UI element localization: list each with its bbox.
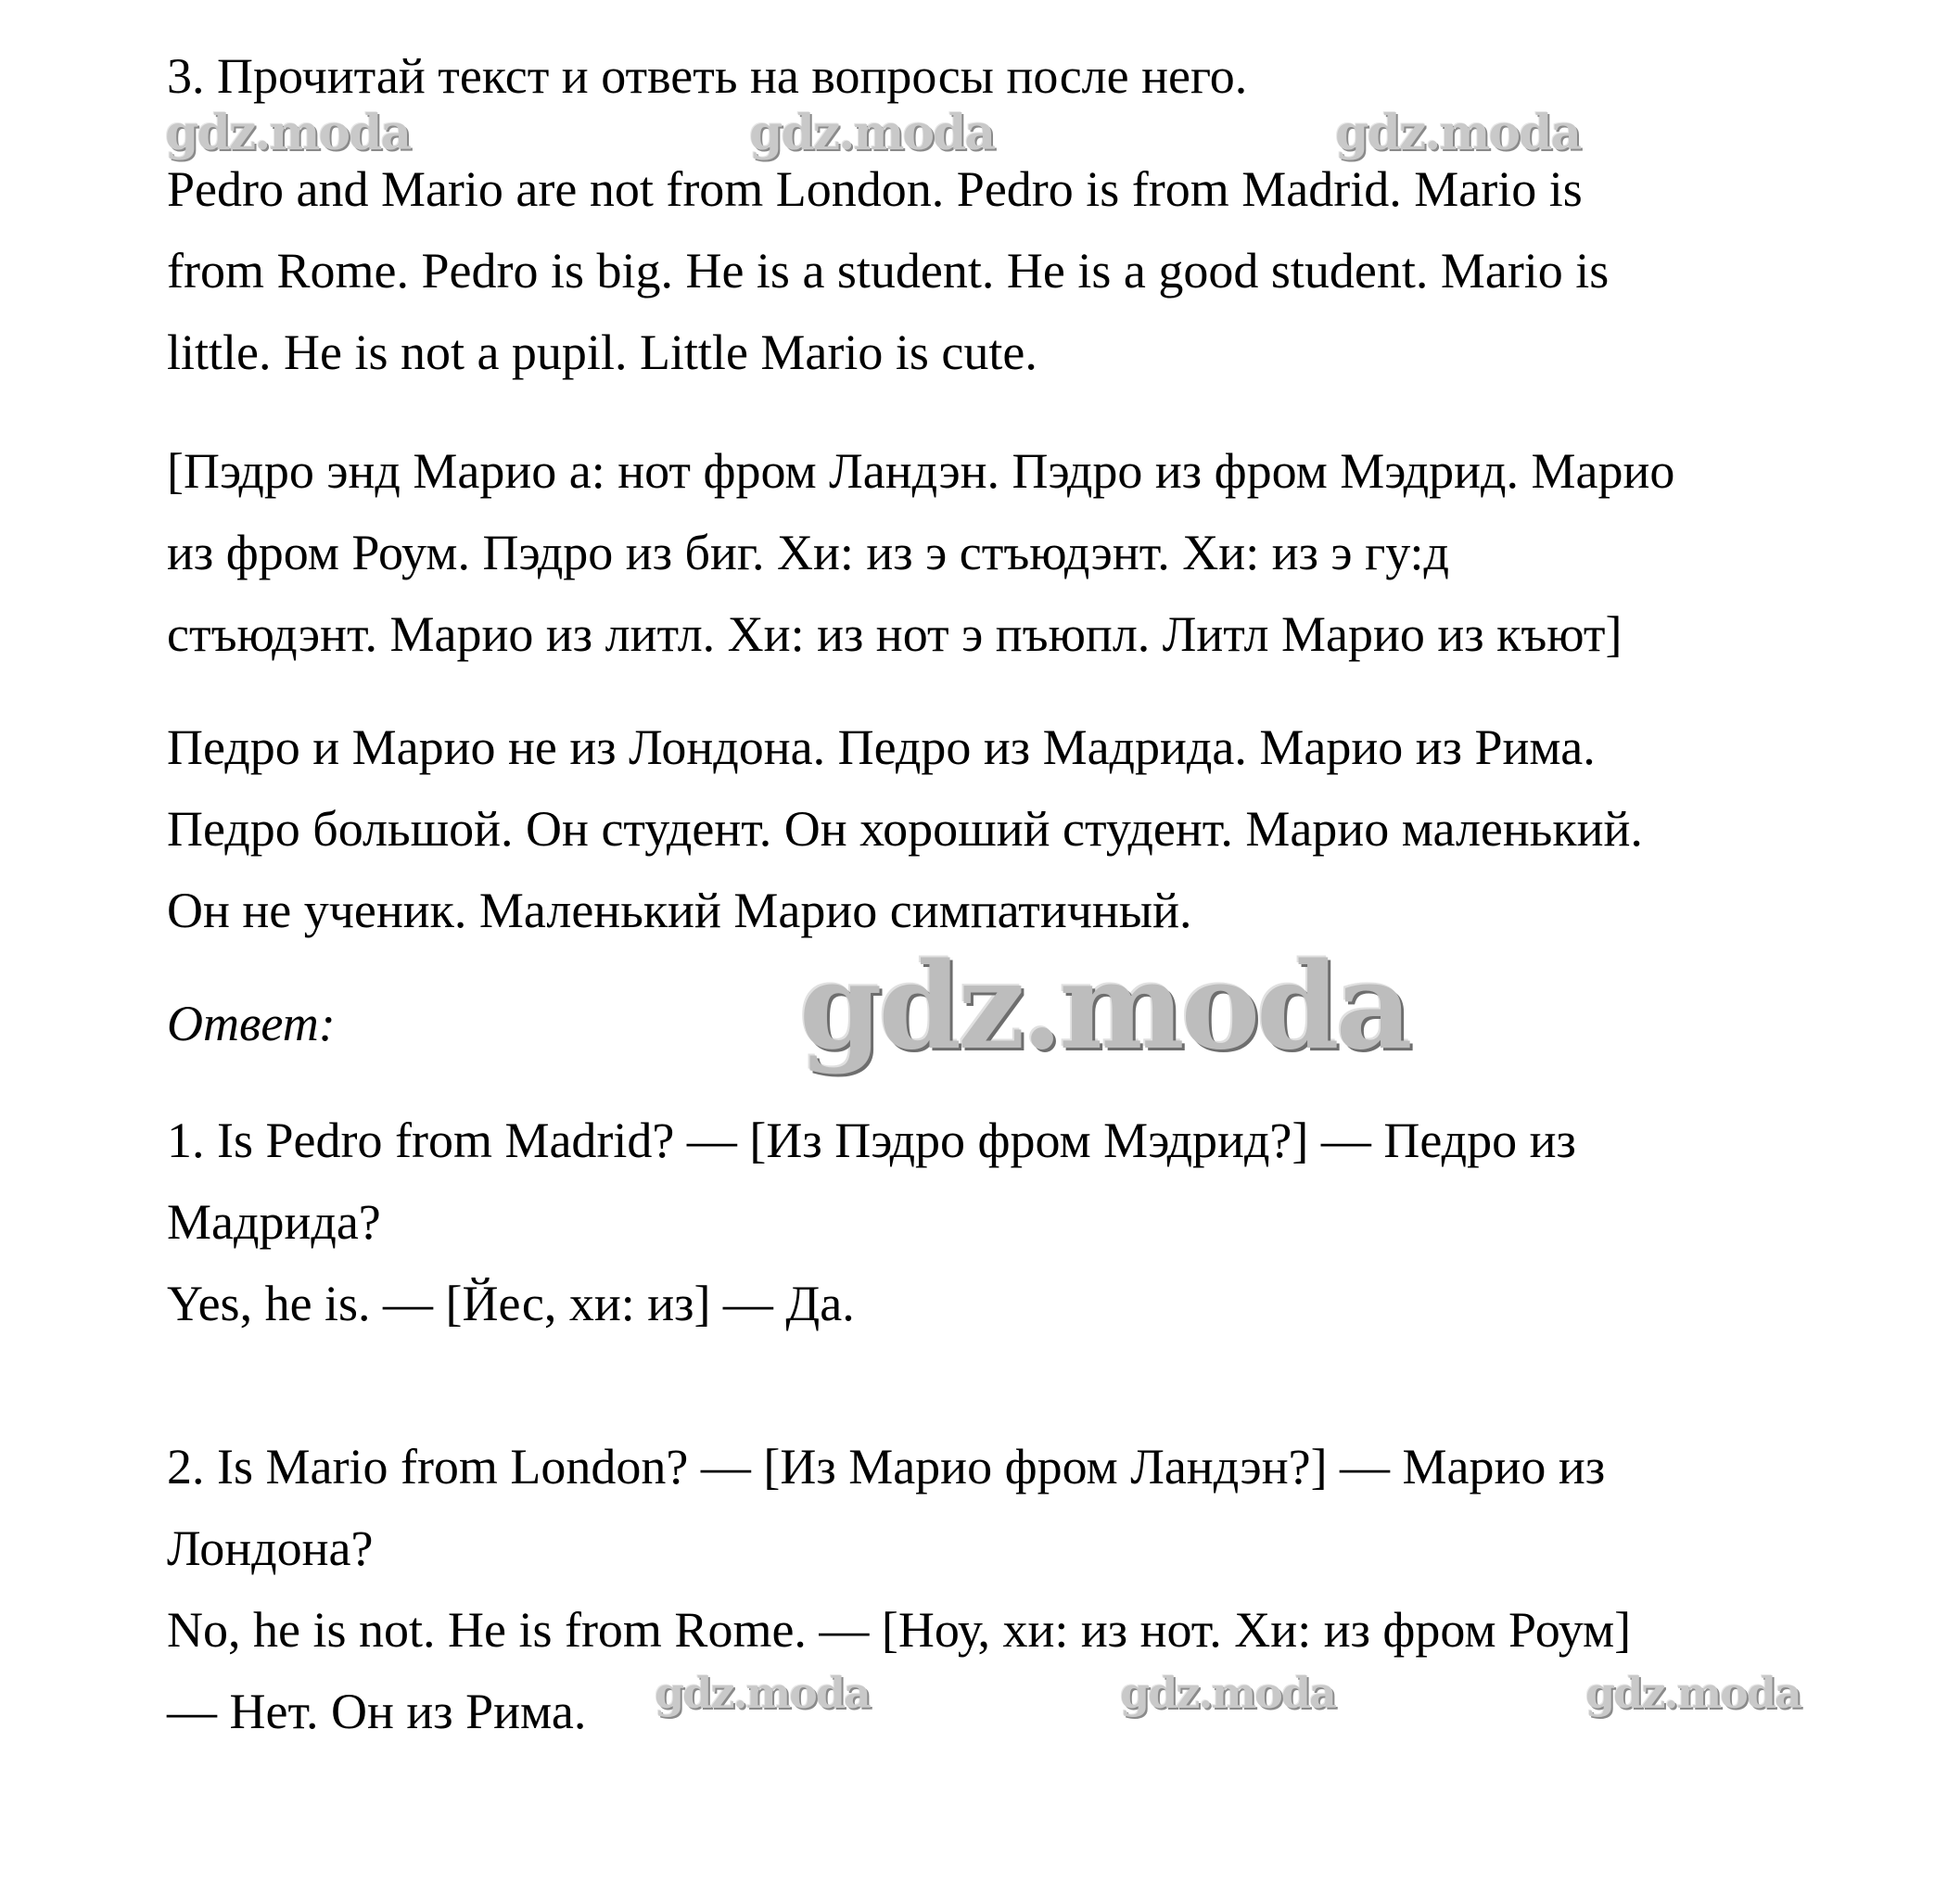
translation-line: Педро большой. Он студент. Он хороший студент. Марио маленький.: [167, 801, 1643, 857]
answer-response-line: No, he is not. He is from Rome. — [Ноу, хи: из нот. Хи: из фром Роум]: [167, 1602, 1632, 1658]
answer-question-line: Лондона?: [167, 1520, 374, 1576]
translation-line: Он не ученик. Маленький Марио симпатичный.: [167, 883, 1192, 938]
transcription-line: из фром Роум. Пэдро из биг. Хи: из э стъюдэнт. Хи: из э гу:д: [167, 525, 1450, 580]
english-text-line: little. He is not a pupil. Little Mario is cute.: [167, 324, 1037, 380]
watermark: gdz.moda: [1335, 105, 1581, 161]
english-text-line: from Rome. Pedro is big. He is a student. He is a good student. Mario is: [167, 243, 1610, 299]
task-heading: 3. Прочитай текст и ответь на вопросы после него.: [167, 48, 1248, 104]
answer-label: Ответ:: [167, 996, 336, 1051]
transcription-line: стъюдэнт. Марио из литл. Хи: из нот э пъюпл. Литл Марио из къют]: [167, 606, 1623, 662]
english-text-line: Pedro and Mario are not from London. Pedro is from Madrid. Mario is: [167, 161, 1583, 217]
watermark: gdz.moda: [1585, 1668, 1801, 1718]
answer-question-line: 1. Is Pedro from Madrid? — [Из Пэдро фром Мэдрид?] — Педро из: [167, 1113, 1576, 1168]
watermark: gdz.moda: [749, 105, 995, 161]
answer-question-line: 2. Is Mario from London? — [Из Марио фром Ландэн?] — Марио из: [167, 1439, 1606, 1494]
watermark-large: gdz.moda: [799, 937, 1409, 1076]
answer-question-line: Мадрида?: [167, 1194, 381, 1250]
watermark: gdz.moda: [165, 105, 411, 161]
translation-line: Педро и Марио не из Лондона. Педро из Мадрида. Марио из Рима.: [167, 719, 1596, 775]
watermark: gdz.moda: [655, 1668, 870, 1718]
watermark: gdz.moda: [1120, 1668, 1335, 1718]
transcription-line: [Пэдро энд Марио а: нот фром Ландэн. Пэдро из фром Мэдрид. Марио: [167, 443, 1675, 499]
answer-response-line: Yes, he is. — [Йес, хи: из] — Да.: [167, 1276, 855, 1331]
answer-response-line: — Нет. Он из Рима.: [167, 1684, 587, 1739]
